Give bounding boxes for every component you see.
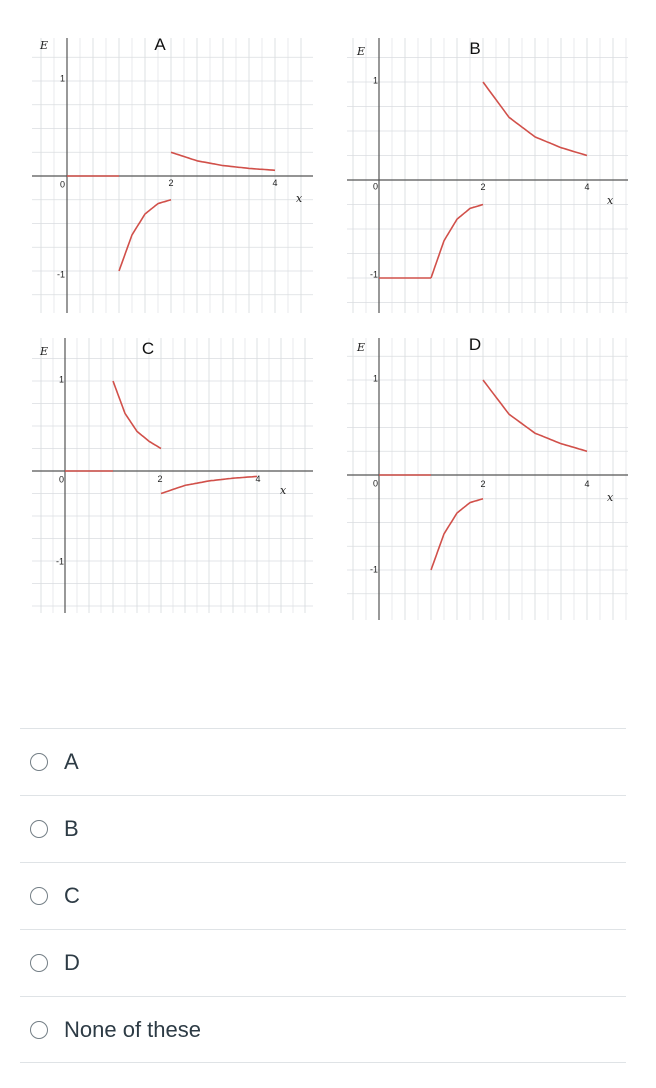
y-tick-label: 1 — [58, 374, 64, 385]
y-tick-label: 1 — [372, 373, 378, 384]
y-tick-label: 0 — [372, 181, 378, 192]
graph-d — [335, 330, 628, 620]
x-tick-label: 4 — [584, 479, 590, 489]
answer-option-c[interactable] — [20, 862, 626, 929]
y-tick-label: -1 — [369, 269, 378, 280]
graph-title: A — [154, 35, 166, 54]
answer-option-d[interactable] — [20, 929, 626, 996]
graph-title: B — [469, 39, 481, 58]
y-tick-label: 0 — [59, 179, 65, 190]
radio-icon[interactable] — [30, 887, 48, 905]
y-tick-label: -1 — [55, 556, 64, 567]
y-tick-label: 1 — [372, 75, 378, 86]
y-tick-label: 0 — [58, 474, 64, 485]
answer-list — [20, 728, 626, 1063]
y-axis-label: E — [40, 39, 49, 52]
x-tick-label: 2 — [480, 479, 486, 489]
graph-b-plot — [335, 30, 628, 313]
radio-icon[interactable] — [30, 954, 48, 972]
y-tick-label: 1 — [59, 73, 65, 84]
x-tick-label: 2 — [157, 474, 163, 484]
answer-label: B — [64, 816, 79, 841]
x-tick-label: 4 — [272, 178, 278, 188]
graph-title: C — [141, 339, 155, 358]
answer-option-b[interactable] — [20, 795, 626, 862]
answer-option-none[interactable] — [20, 996, 626, 1063]
x-axis-label: x — [280, 484, 287, 497]
x-axis-label: x — [607, 491, 614, 504]
graph-c — [20, 330, 313, 613]
graph-c-plot — [20, 330, 313, 613]
graph-d-plot — [335, 330, 628, 620]
x-tick-label: 2 — [168, 178, 174, 188]
graph-b — [335, 30, 628, 313]
radio-icon[interactable] — [30, 753, 48, 771]
answer-label: D — [64, 950, 80, 975]
graph-title: D — [468, 335, 482, 354]
answer-label: C — [64, 883, 80, 908]
y-axis-label: E — [40, 345, 49, 358]
radio-icon[interactable] — [30, 820, 48, 838]
x-tick-label: 2 — [480, 182, 486, 192]
x-axis-label: x — [296, 192, 303, 205]
grid — [347, 38, 628, 313]
graph-a — [20, 30, 313, 313]
x-tick-label: 4 — [255, 474, 261, 484]
answer-option-a[interactable] — [20, 728, 626, 795]
grid — [32, 338, 313, 613]
answer-label: A — [64, 749, 79, 774]
y-tick-label: -1 — [369, 564, 378, 575]
y-tick-label: 0 — [372, 478, 378, 489]
y-axis-label: E — [357, 341, 366, 354]
y-tick-label: -1 — [56, 269, 65, 280]
radio-icon[interactable] — [30, 1021, 48, 1039]
x-tick-label: 4 — [584, 182, 590, 192]
y-axis-label: E — [357, 45, 366, 58]
x-axis-label: x — [607, 194, 614, 207]
answer-label: None of these — [64, 1016, 201, 1042]
